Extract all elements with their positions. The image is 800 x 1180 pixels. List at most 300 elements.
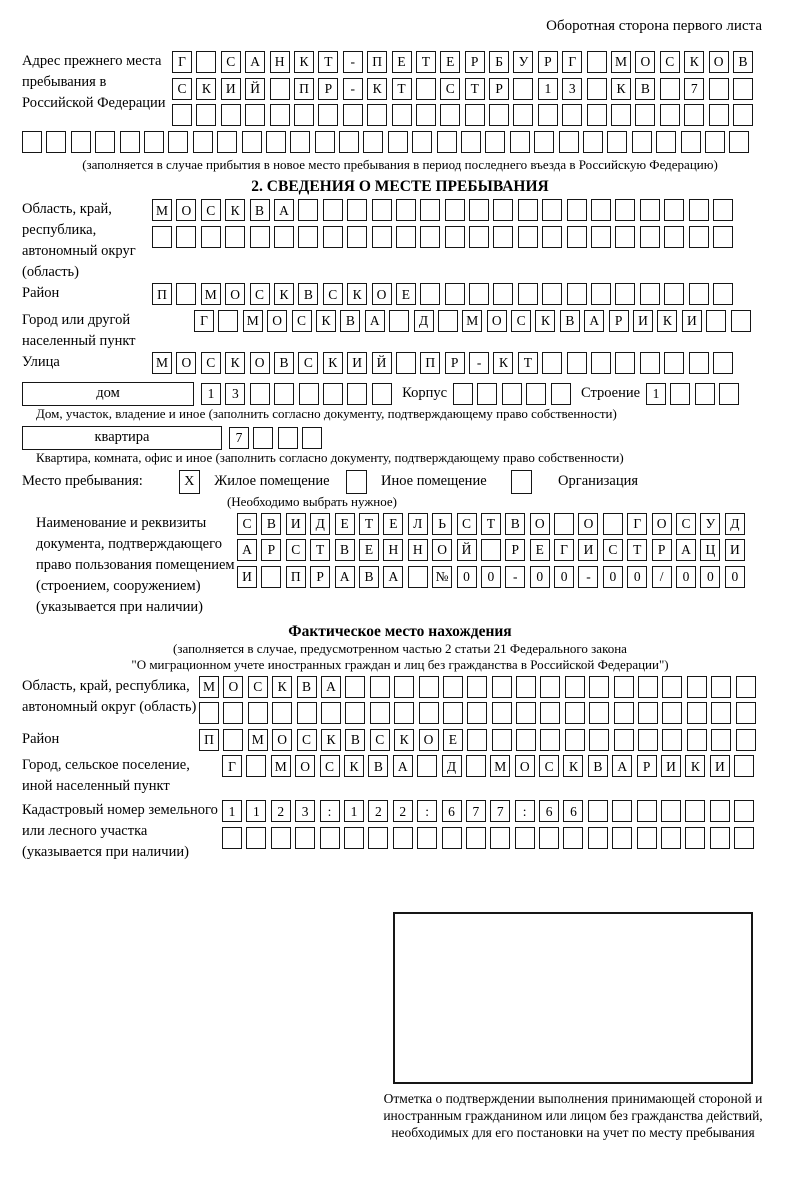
grid-cell[interactable] — [542, 199, 562, 221]
grid-cell[interactable]: К — [563, 755, 583, 777]
grid-cell[interactable] — [734, 755, 754, 777]
grid-cell[interactable] — [709, 78, 729, 100]
grid-cell[interactable] — [583, 131, 603, 153]
grid-cell[interactable] — [493, 226, 513, 248]
grid-cell[interactable] — [518, 226, 538, 248]
grid-cell[interactable] — [662, 702, 682, 724]
grid-cell[interactable]: О — [267, 310, 287, 332]
grid-cell[interactable] — [420, 283, 440, 305]
grid-cell[interactable] — [217, 131, 237, 153]
grid-cell[interactable]: 1 — [344, 800, 364, 822]
grid-cell[interactable] — [591, 352, 611, 374]
grid-cell[interactable] — [261, 566, 281, 588]
grid-cell[interactable] — [363, 131, 383, 153]
grid-cell[interactable]: С — [201, 199, 221, 221]
grid-cell[interactable] — [445, 226, 465, 248]
grid-cell[interactable] — [734, 800, 754, 822]
grid-cell[interactable]: Т — [392, 78, 412, 100]
grid-cell[interactable] — [713, 283, 733, 305]
grid-cell[interactable]: С — [320, 755, 340, 777]
grid-cell[interactable]: Д — [310, 513, 330, 535]
grid-cell[interactable] — [290, 131, 310, 153]
grid-cell[interactable]: О — [419, 729, 439, 751]
grid-cell[interactable] — [272, 702, 292, 724]
grid-cell[interactable] — [461, 131, 481, 153]
grid-cell[interactable] — [562, 104, 582, 126]
grid-cell[interactable]: / — [652, 566, 672, 588]
grid-cell[interactable]: О — [635, 51, 655, 73]
grid-cell[interactable] — [246, 827, 266, 849]
grid-cell[interactable] — [709, 104, 729, 126]
grid-cell[interactable] — [516, 729, 536, 751]
grid-cell[interactable]: О — [487, 310, 507, 332]
grid-cell[interactable] — [567, 283, 587, 305]
grid-cell[interactable]: - — [469, 352, 489, 374]
grid-cell[interactable]: - — [343, 51, 363, 73]
grid-cell[interactable] — [466, 755, 486, 777]
grid-cell[interactable] — [689, 199, 709, 221]
grid-cell[interactable] — [551, 383, 571, 405]
grid-cell[interactable] — [687, 676, 707, 698]
grid-cell[interactable]: О — [578, 513, 598, 535]
grid-cell[interactable]: № — [432, 566, 452, 588]
grid-cell[interactable] — [445, 283, 465, 305]
grid-cell[interactable]: В — [588, 755, 608, 777]
grid-cell[interactable]: 7 — [684, 78, 704, 100]
grid-cell[interactable]: С — [370, 729, 390, 751]
grid-cell[interactable]: О — [295, 755, 315, 777]
grid-cell[interactable]: И — [286, 513, 306, 535]
grid-cell[interactable] — [513, 104, 533, 126]
grid-cell[interactable] — [315, 131, 335, 153]
grid-cell[interactable] — [469, 226, 489, 248]
grid-cell[interactable] — [614, 676, 634, 698]
grid-cell[interactable] — [372, 383, 392, 405]
grid-cell[interactable]: П — [420, 352, 440, 374]
grid-cell[interactable]: 1 — [201, 383, 221, 405]
grid-cell[interactable] — [662, 729, 682, 751]
grid-cell[interactable]: 1 — [246, 800, 266, 822]
grid-cell[interactable] — [466, 827, 486, 849]
grid-cell[interactable] — [640, 226, 660, 248]
grid-cell[interactable] — [588, 827, 608, 849]
grid-cell[interactable]: 0 — [725, 566, 745, 588]
grid-cell[interactable]: М — [152, 199, 172, 221]
grid-cell[interactable]: : — [320, 800, 340, 822]
grid-cell[interactable] — [297, 702, 317, 724]
grid-cell[interactable] — [615, 199, 635, 221]
grid-cell[interactable] — [587, 104, 607, 126]
grid-cell[interactable] — [270, 104, 290, 126]
grid-cell[interactable] — [490, 827, 510, 849]
grid-cell[interactable]: А — [245, 51, 265, 73]
grid-cell[interactable]: В — [250, 199, 270, 221]
grid-cell[interactable] — [246, 755, 266, 777]
grid-cell[interactable]: К — [321, 729, 341, 751]
grid-cell[interactable]: - — [578, 566, 598, 588]
grid-cell[interactable] — [469, 199, 489, 221]
grid-cell[interactable]: С — [440, 78, 460, 100]
grid-cell[interactable] — [396, 226, 416, 248]
grid-cell[interactable]: Р — [538, 51, 558, 73]
grid-cell[interactable] — [120, 131, 140, 153]
grid-cell[interactable]: Р — [261, 539, 281, 561]
grid-cell[interactable]: С — [292, 310, 312, 332]
grid-cell[interactable] — [299, 383, 319, 405]
grid-cell[interactable] — [370, 702, 390, 724]
grid-cell[interactable]: С — [298, 352, 318, 374]
grid-cell[interactable]: О — [272, 729, 292, 751]
grid-cell[interactable] — [437, 131, 457, 153]
grid-cell[interactable] — [542, 283, 562, 305]
grid-cell[interactable]: 3 — [225, 383, 245, 405]
grid-cell[interactable] — [637, 827, 657, 849]
grid-cell[interactable]: 7 — [490, 800, 510, 822]
grid-cell[interactable] — [298, 226, 318, 248]
grid-cell[interactable] — [689, 283, 709, 305]
grid-cell[interactable] — [443, 702, 463, 724]
grid-cell[interactable]: Е — [359, 539, 379, 561]
grid-cell[interactable]: В — [261, 513, 281, 535]
grid-cell[interactable]: У — [513, 51, 533, 73]
grid-cell[interactable] — [250, 383, 270, 405]
grid-cell[interactable]: С — [457, 513, 477, 535]
grid-cell[interactable]: Е — [530, 539, 550, 561]
grid-cell[interactable] — [734, 827, 754, 849]
grid-cell[interactable] — [612, 827, 632, 849]
grid-cell[interactable]: 1 — [538, 78, 558, 100]
grid-cell[interactable] — [339, 131, 359, 153]
grid-cell[interactable] — [417, 827, 437, 849]
grid-cell[interactable]: А — [676, 539, 696, 561]
grid-cell[interactable] — [465, 104, 485, 126]
grid-cell[interactable] — [442, 827, 462, 849]
grid-cell[interactable] — [733, 104, 753, 126]
grid-cell[interactable] — [408, 566, 428, 588]
grid-cell[interactable]: В — [635, 78, 655, 100]
grid-cell[interactable] — [565, 729, 585, 751]
grid-cell[interactable]: А — [237, 539, 257, 561]
grid-cell[interactable] — [526, 383, 546, 405]
grid-cell[interactable] — [685, 800, 705, 822]
grid-cell[interactable] — [607, 131, 627, 153]
grid-cell[interactable]: И — [710, 755, 730, 777]
grid-cell[interactable] — [635, 104, 655, 126]
grid-cell[interactable]: К — [294, 51, 314, 73]
grid-cell[interactable] — [493, 283, 513, 305]
grid-cell[interactable]: Д — [414, 310, 434, 332]
grid-cell[interactable]: К — [535, 310, 555, 332]
grid-cell[interactable]: Н — [270, 51, 290, 73]
grid-cell[interactable]: И — [633, 310, 653, 332]
grid-cell[interactable]: : — [515, 800, 535, 822]
grid-cell[interactable] — [46, 131, 66, 153]
grid-cell[interactable] — [736, 702, 756, 724]
grid-cell[interactable]: П — [294, 78, 314, 100]
grid-cell[interactable] — [589, 676, 609, 698]
grid-cell[interactable]: 6 — [442, 800, 462, 822]
grid-cell[interactable]: К — [367, 78, 387, 100]
grid-cell[interactable] — [144, 131, 164, 153]
grid-cell[interactable]: Е — [443, 729, 463, 751]
grid-cell[interactable]: 2 — [393, 800, 413, 822]
grid-cell[interactable]: 0 — [481, 566, 501, 588]
grid-cell[interactable]: И — [347, 352, 367, 374]
grid-cell[interactable] — [22, 131, 42, 153]
grid-cell[interactable] — [323, 383, 343, 405]
grid-cell[interactable] — [492, 702, 512, 724]
grid-cell[interactable] — [660, 78, 680, 100]
grid-cell[interactable] — [271, 827, 291, 849]
grid-cell[interactable]: В — [345, 729, 365, 751]
grid-cell[interactable] — [612, 800, 632, 822]
grid-cell[interactable]: И — [237, 566, 257, 588]
grid-cell[interactable] — [225, 226, 245, 248]
grid-cell[interactable] — [656, 131, 676, 153]
grid-cell[interactable]: К — [344, 755, 364, 777]
grid-cell[interactable] — [729, 131, 749, 153]
grid-cell[interactable] — [201, 226, 221, 248]
grid-cell[interactable]: Р — [445, 352, 465, 374]
grid-cell[interactable]: - — [343, 78, 363, 100]
grid-cell[interactable] — [453, 383, 473, 405]
grid-cell[interactable]: М — [271, 755, 291, 777]
grid-cell[interactable]: В — [505, 513, 525, 535]
grid-cell[interactable] — [295, 827, 315, 849]
grid-cell[interactable]: К — [196, 78, 216, 100]
grid-cell[interactable] — [510, 131, 530, 153]
grid-cell[interactable] — [467, 729, 487, 751]
grid-cell[interactable] — [711, 729, 731, 751]
grid-cell[interactable]: С — [286, 539, 306, 561]
grid-cell[interactable] — [370, 676, 390, 698]
grid-cell[interactable]: К — [611, 78, 631, 100]
grid-cell[interactable]: 7 — [466, 800, 486, 822]
grid-cell[interactable] — [689, 352, 709, 374]
grid-cell[interactable]: О — [530, 513, 550, 535]
grid-cell[interactable] — [420, 199, 440, 221]
grid-cell[interactable] — [638, 702, 658, 724]
grid-cell[interactable]: 3 — [295, 800, 315, 822]
grid-cell[interactable] — [695, 383, 715, 405]
grid-cell[interactable]: М — [199, 676, 219, 698]
grid-cell[interactable] — [266, 131, 286, 153]
grid-cell[interactable] — [502, 383, 522, 405]
grid-cell[interactable]: О — [709, 51, 729, 73]
grid-cell[interactable] — [323, 199, 343, 221]
grid-cell[interactable] — [587, 78, 607, 100]
grid-cell[interactable]: М — [201, 283, 221, 305]
grid-cell[interactable]: О — [372, 283, 392, 305]
grid-cell[interactable]: М — [152, 352, 172, 374]
grid-cell[interactable] — [71, 131, 91, 153]
grid-cell[interactable] — [664, 226, 684, 248]
grid-cell[interactable]: П — [367, 51, 387, 73]
grid-cell[interactable] — [492, 729, 512, 751]
grid-cell[interactable]: А — [335, 566, 355, 588]
grid-cell[interactable] — [323, 226, 343, 248]
grid-cell[interactable] — [412, 131, 432, 153]
grid-cell[interactable] — [589, 702, 609, 724]
grid-cell[interactable] — [713, 352, 733, 374]
grid-cell[interactable] — [689, 226, 709, 248]
grid-cell[interactable]: Т — [465, 78, 485, 100]
grid-cell[interactable] — [393, 827, 413, 849]
grid-cell[interactable] — [199, 702, 219, 724]
grid-cell[interactable]: Р — [310, 566, 330, 588]
grid-cell[interactable]: Ц — [700, 539, 720, 561]
grid-cell[interactable] — [567, 226, 587, 248]
grid-cell[interactable]: Е — [440, 51, 460, 73]
grid-cell[interactable] — [670, 383, 690, 405]
grid-cell[interactable]: 6 — [563, 800, 583, 822]
grid-cell[interactable] — [540, 729, 560, 751]
grid-cell[interactable]: Т — [318, 51, 338, 73]
grid-cell[interactable] — [489, 104, 509, 126]
grid-cell[interactable] — [565, 676, 585, 698]
grid-cell[interactable] — [614, 729, 634, 751]
grid-cell[interactable] — [534, 131, 554, 153]
grid-cell[interactable]: С — [248, 676, 268, 698]
grid-cell[interactable]: Б — [489, 51, 509, 73]
grid-cell[interactable] — [614, 702, 634, 724]
grid-cell[interactable]: Т — [359, 513, 379, 535]
grid-cell[interactable]: Д — [725, 513, 745, 535]
grid-cell[interactable] — [554, 513, 574, 535]
grid-cell[interactable] — [615, 283, 635, 305]
grid-cell[interactable]: Г — [222, 755, 242, 777]
grid-cell[interactable] — [664, 283, 684, 305]
grid-cell[interactable] — [559, 131, 579, 153]
grid-cell[interactable]: Т — [416, 51, 436, 73]
grid-cell[interactable]: Л — [408, 513, 428, 535]
grid-cell[interactable]: Т — [481, 513, 501, 535]
grid-cell[interactable] — [711, 676, 731, 698]
grid-cell[interactable]: С — [201, 352, 221, 374]
grid-cell[interactable] — [660, 104, 680, 126]
grid-cell[interactable] — [394, 702, 414, 724]
grid-cell[interactable] — [245, 104, 265, 126]
grid-cell[interactable] — [687, 729, 707, 751]
grid-cell[interactable]: А — [383, 566, 403, 588]
grid-cell[interactable]: Г — [627, 513, 647, 535]
grid-cell[interactable] — [294, 104, 314, 126]
grid-cell[interactable]: Р — [465, 51, 485, 73]
grid-cell[interactable] — [416, 78, 436, 100]
grid-cell[interactable] — [640, 283, 660, 305]
grid-cell[interactable] — [372, 199, 392, 221]
grid-cell[interactable]: В — [560, 310, 580, 332]
grid-cell[interactable] — [176, 283, 196, 305]
grid-cell[interactable]: О — [225, 283, 245, 305]
grid-cell[interactable]: - — [505, 566, 525, 588]
grid-cell[interactable] — [223, 702, 243, 724]
grid-cell[interactable] — [347, 383, 367, 405]
grid-cell[interactable] — [615, 226, 635, 248]
grid-cell[interactable] — [302, 427, 322, 449]
grid-cell[interactable] — [274, 226, 294, 248]
grid-cell[interactable] — [193, 131, 213, 153]
grid-cell[interactable] — [540, 702, 560, 724]
grid-cell[interactable]: Й — [457, 539, 477, 561]
grid-cell[interactable]: В — [335, 539, 355, 561]
grid-cell[interactable]: О — [250, 352, 270, 374]
grid-cell[interactable]: Р — [637, 755, 657, 777]
grid-cell[interactable]: Р — [505, 539, 525, 561]
grid-cell[interactable] — [567, 199, 587, 221]
grid-cell[interactable] — [492, 676, 512, 698]
grid-cell[interactable] — [222, 827, 242, 849]
grid-cell[interactable] — [563, 827, 583, 849]
grid-cell[interactable] — [278, 427, 298, 449]
grid-cell[interactable]: Р — [609, 310, 629, 332]
grid-cell[interactable]: С — [297, 729, 317, 751]
checkbox-residential[interactable]: X — [179, 470, 200, 494]
grid-cell[interactable] — [152, 226, 172, 248]
grid-cell[interactable] — [664, 199, 684, 221]
grid-cell[interactable]: М — [248, 729, 268, 751]
grid-cell[interactable] — [736, 729, 756, 751]
grid-cell[interactable] — [392, 104, 412, 126]
grid-cell[interactable] — [713, 199, 733, 221]
grid-cell[interactable]: 6 — [539, 800, 559, 822]
grid-cell[interactable]: 0 — [457, 566, 477, 588]
grid-cell[interactable] — [270, 78, 290, 100]
grid-cell[interactable]: К — [394, 729, 414, 751]
grid-cell[interactable] — [587, 51, 607, 73]
grid-cell[interactable]: М — [490, 755, 510, 777]
grid-cell[interactable] — [248, 702, 268, 724]
grid-cell[interactable]: К — [225, 352, 245, 374]
grid-cell[interactable] — [388, 131, 408, 153]
grid-cell[interactable]: О — [176, 352, 196, 374]
grid-cell[interactable] — [168, 131, 188, 153]
grid-cell[interactable]: А — [612, 755, 632, 777]
grid-cell[interactable] — [274, 383, 294, 405]
grid-cell[interactable]: Е — [335, 513, 355, 535]
grid-cell[interactable] — [710, 800, 730, 822]
grid-cell[interactable]: В — [368, 755, 388, 777]
grid-cell[interactable] — [469, 283, 489, 305]
grid-cell[interactable] — [516, 676, 536, 698]
grid-cell[interactable] — [485, 131, 505, 153]
grid-cell[interactable] — [196, 51, 216, 73]
grid-cell[interactable]: Й — [372, 352, 392, 374]
grid-cell[interactable] — [438, 310, 458, 332]
grid-cell[interactable] — [176, 226, 196, 248]
grid-cell[interactable]: Т — [518, 352, 538, 374]
grid-cell[interactable]: А — [365, 310, 385, 332]
grid-cell[interactable]: И — [221, 78, 241, 100]
grid-cell[interactable] — [196, 104, 216, 126]
grid-cell[interactable] — [615, 352, 635, 374]
grid-cell[interactable]: Е — [396, 283, 416, 305]
grid-cell[interactable] — [661, 827, 681, 849]
grid-cell[interactable]: В — [297, 676, 317, 698]
grid-cell[interactable]: 0 — [530, 566, 550, 588]
grid-cell[interactable]: О — [223, 676, 243, 698]
grid-cell[interactable]: Г — [562, 51, 582, 73]
grid-cell[interactable]: 0 — [554, 566, 574, 588]
grid-cell[interactable]: В — [298, 283, 318, 305]
grid-cell[interactable]: В — [274, 352, 294, 374]
grid-cell[interactable]: К — [323, 352, 343, 374]
grid-cell[interactable] — [467, 676, 487, 698]
grid-cell[interactable] — [719, 383, 739, 405]
grid-cell[interactable]: С — [323, 283, 343, 305]
grid-cell[interactable] — [253, 427, 273, 449]
grid-cell[interactable]: : — [417, 800, 437, 822]
